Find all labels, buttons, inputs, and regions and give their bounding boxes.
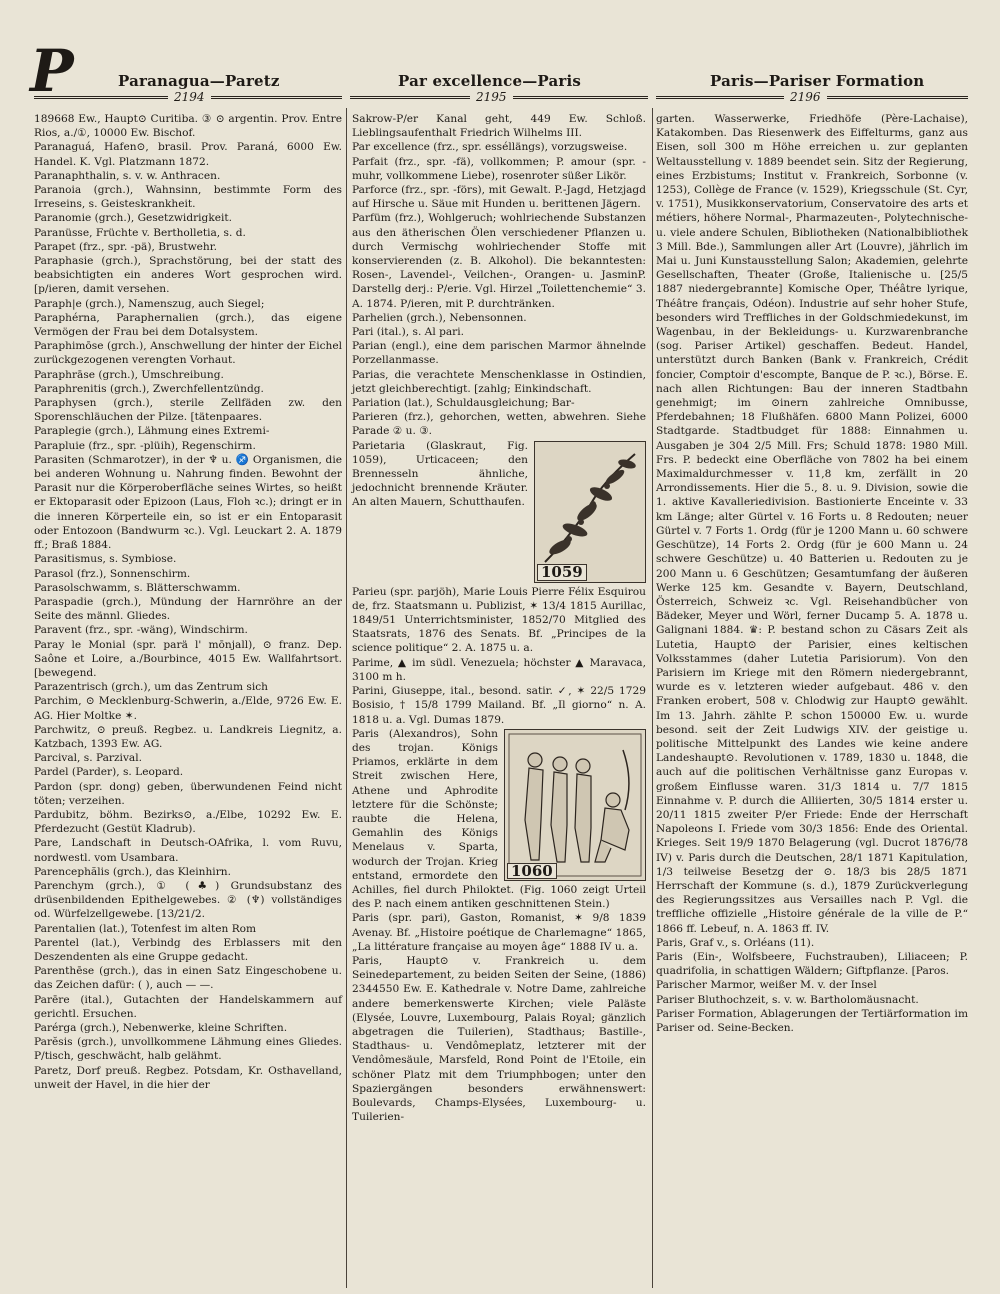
dictionary-entry: Paraplegie (grch.), Lähmung eines Extremi- xyxy=(34,425,270,438)
dictionary-entry: Pariser Formation, Ablagerungen der Tertiärformation im Pariser od. Seine-Becken. xyxy=(656,1007,968,1034)
dictionary-entry: garten. Wasserwerke, Friedhöfe (Père-Lachaise), Katakomben. Das Riesenwerk des Eiffelturms, ganz aus Eisen, soll 300 m Höhe erreichen u. zur geplanten Weltausstellung v. 1889 beendet sein. Sitz der Regierung, eines Erzbistums; Institut v. Frankreich, Sorbonne (v. 1253), Collège de France (v. 1529), Kriegsschule (St. Cyr, v. 1751), Musikkonservatorium, Conservatoire des arts et métiers, höhere Normal-, Pharmazeuten-, Polytechnische- u. viele andere Schulen, Bibliotheken (Nationalbibliothek 3 Mill. Bde.), Sammlungen aller Art (Louvre), jährlich im Mai u. Juni Kunstausstellung Salon; Akademien, gelehrte Gesellschaften, Theater (Große, Italienische u. [25/5 1887 niedergebrannte] Komische Oper, Théâtre lyrique, Théâtre français, Odéon). Industrie auf sehr hoher Stufe, besonders wird Treffliches in der Goldschmiedekunst, im Wagenbau, in der Bekleidungs- u. Kurzwarenbranche (sog. Pariser Artikel) geschaffen. Bedeut. Handel, unterstützt durch Banken (Bank v. Frankreich, Crédit foncier, Comptoir d'escompte, Banque de P. ꝛc.), Börse. E. nach allen Richtungen: Bau der inneren Stadtbahn genehmigt; im ⊙inern zahlreiche Omnibusse, Pferdebahnen; 18 Flußhäfen. 6800 Mann Polizei, 6000 Stadtgarde. Stadtbudget für 1888: Einnahmen u. Ausgaben je 304 2/5 Mill. Frs; Schuld 1878: 1980 Mill. Frs. P. bedeckt eine Oberfläche von 7802 ha bei einem Maximaldurchmesser v. 11,8 km, zerfällt in 20 Arrondissements. Hier die 5., 8. u. 9. Division, sowie die 1. aktive Kavalleriedivision. Bastionierte Enceinte v. 33 km Länge; alter Gürtel v. 16 Forts u. 8 Redouten; neuer Gürtel v. 7 Forts 1. Ordg (für je 1200 Mann u. 60 schwere Geschütze), 14 Forts 2. Ordg (für je 600 Mann u. 24 schwere Geschütze) u. 40 Batterien u. Redouten zu je 200 Mann u. 6 Geschützen; Gesamtumfang der äußeren Werke 125 km. Gesandte v. Bayern, Deutschland, Österreich, Schweiz ꝛc. Vgl. Reisehandbücher von Bädeker, Meyer und Wörl, ferner Ducamp 5. A. 1878 u. Galignani 1884. ♛: P. bestand schon zu Cäsars Zeit als Lutetia, Haupt⊙ der Parisier, eines keltischen Volksstammes (daher Lutetia Parisiorum). Von den Parisiern im Kriege mit den Römern niedergebrannt, wurde es v. letzteren wieder aufgebaut. 486 v. den Franken erobert, 508 v. Chlodwig zur Haupt⊙ gewählt. Im 13. Jahrh. zählte P. schon 150000 Ew. u. wurde besond. seit der Zeit Ludwigs XIV. der geistige u. politische Mittelpunkt des Landes wie keine andere Landeshaupt⊙. Revolutionen v. 1789, 1830 u. 1848, die auch auf die politischen Verhältnisse ganz Europas v. großem Einflusse waren. 31/3 1814 u. 7/7 1815 Einnahme v. P. durch die Alliierten, 30/5 1814 erster u. 20/11 1815 zweiter P/er Friede: Ende der Herrschaft Napoleons I. Friede vom 30/3 1856: Ende des Oriental. Krieges. Seit 19/9 1870 Belagerung (vgl. Ducrot 1876/78 IV) v. Paris durch die Deutschen, 28/1 1871 Kapitulation, 1/3 teilweise Besetzg der ⊙. 18/3 bis 28/5 1871 Herrschaft der Kommune (s. d.), 1879 Zurückverlegung des Regierungssitzes aus Versailles nach P. Vgl. die treffliche offizielle „Histoire générale de la ville de P.“ 1866 ff. Lebeuf, n. A. 1863 ff. IV. xyxy=(656,113,968,935)
dictionary-entry: Parfüm (frz.), Wohlgeruch; wohlriechende Substanzen aus den ätherischen Ölen verschiedener Pflanzen u. durch Vermischg wohlriechender Stoffe mit konservierenden (z. B. Alkohol). Die bekanntesten: Rosen-, Lavendel-, Veilchen-, Orangen- u. JasminP. Darstellg derj.: P/erie. Vgl. Hirzel „Toilettenchemie“ 3. A. 1874. P/ieren, mit P. durchtränken. xyxy=(352,212,646,310)
dictionary-entry: Paranaphthalin, s. v. w. Anthracen. xyxy=(34,169,221,182)
parietaria-entry xyxy=(352,439,646,582)
dictionary-entry: Paris, Haupt⊙ v. Frankreich u. dem Seinedepartement, zu beiden Seiten der Seine, (1886) 2344550 Ew. E. Kathedrale v. Notre Dame, zahlreiche andere bemerkenswerte Kirchen; viele Paläste (Elysée, Louvre, Luxembourg, Palais Royal; gänzlich abgetragen die Tuilerien), Stadthaus; Bastille-, Stadthaus- u. Vendômeplatz, letzterer mit der Vendômesäule, Marsfeld, Rond Point de l'Etoile, ein schöner Platz mit dem Triumphbogen; unter den Spaziergängen besonders erwähnenswert: Boulevards, Champs-Elysées, Luxembourg- u. Tuilerien- xyxy=(352,954,646,1124)
dictionary-entry: Paraphasie (grch.), Sprachstörung, bei der statt des beabsichtigten ein anderes Wort gesprochen wird. [p/ieren, damit versehen. xyxy=(34,255,342,296)
dictionary-entry: Parazentrisch (grch.), um das Zentrum sich xyxy=(34,681,268,694)
dictionary-entry: Parasitismus, s. Symbiose. xyxy=(34,553,177,566)
dictionary-entry: Sakrow-P/er Kanal geht, 449 Ew. Schloß. Lieblingsaufenthalt Friedrich Wilhelms III. xyxy=(352,113,646,140)
figure-1060 xyxy=(504,729,646,881)
dictionary-entry: Paranomie (grch.), Gesetzwidrigkeit. xyxy=(34,212,233,225)
dictionary-entry: Paris (Ein-, Wolfsbeere, Fuchstrauben), Liliaceen; P. quadrifolia, in schattigen Wäldern; Giftpflanze. [Paros. xyxy=(656,950,968,978)
dictionary-entry: Parfait (frz., spr. -fä), vollkommen; P. amour (spr. -muhr, vollkommene Liebe), rosenroter süßer Likör. xyxy=(352,155,646,182)
dictionary-entry: Parieren (frz.), gehorchen, wetten, abwehren. Siehe Parade ② u. ③. xyxy=(352,411,646,438)
dictionary-entry: Pariation (lat.), Schuldausgleichung; Bar- xyxy=(352,397,575,410)
page-number-right: 2196 xyxy=(784,90,827,104)
dictionary-entry: Parischer Marmor, weißer M. v. der Insel xyxy=(656,979,877,992)
dictionary-entry: Parian (engl.), eine dem parischen Marmor ähnelnde Porzellanmasse. xyxy=(352,340,646,367)
dictionary-entry: Paris (spr. pari), Gaston, Romanist, ✶ 9/8 1839 Avenay. Bf. „Histoire poétique de Charlemagne“ 1865, „La littérature française au moyen âge“ 1888 IV u. a. xyxy=(352,912,646,953)
column-center-middle xyxy=(352,585,646,727)
column-center xyxy=(352,112,646,1124)
figure-number: 1060 xyxy=(507,863,557,879)
parietaria-plant-illustration xyxy=(535,442,645,582)
dictionary-entry: Parérga (grch.), Nebenwerke, kleine Schriften. xyxy=(34,1022,288,1034)
dictionary-entry: Paraphérna, Paraphernalien (grch.), das eigene Vermögen der Frau bei dem Dotalsystem. xyxy=(34,311,342,339)
dictionary-entry: Pare, Landschaft in Deutsch-OAfrika, l. vom Ruvu, nordwestl. vom Usambara. xyxy=(34,837,342,864)
dictionary-entry: Pari (ital.), s. Al pari. xyxy=(352,326,464,339)
dictionary-entry: Paraphrāse (grch.), Umschreibung. xyxy=(34,368,224,381)
dictionary-entry: Parentel (lat.), Verbindg des Erblassers mit den Deszendenten als eine Gruppe gedacht. xyxy=(34,936,342,963)
dictionary-entry: Paraphysen (grch.), sterile Zellfäden zw. den Sporenschläuchen der Pilze. [tätenpaares. xyxy=(34,397,342,424)
parietaria-text: Parietaria (Glaskraut, Fig. 1059), Urticaceen; den Brennesseln ähnliche, jedochnicht brennende Kräuter. An alten Mauern, Schutthaufen. xyxy=(352,439,528,509)
dictionary-entry: 189668 Ew., Haupt⊙ Curitiba. ③ ⊙ argentin. Prov. Entre Rios, a./①, 10000 Ew. Bischof. xyxy=(34,113,342,140)
header-center-title: Par excellence—Paris xyxy=(398,72,582,90)
figure-number: 1059 xyxy=(537,564,587,580)
dictionary-entry: Parencephălis (grch.), das Kleinhirn. xyxy=(34,865,231,878)
dictionary-entry: Parchim, ⊙ Mecklenburg-Schwerin, a./Elde, 9726 Ew. E. AG. Hier Moltke ✶. xyxy=(34,695,342,722)
dictionary-entry: Parēre (ital.), Gutachten der Handelskammern auf gerichtl. Ersuchen. xyxy=(34,993,342,1020)
dictionary-entry: Parias, die verachtete Menschenklasse in Ostindien, jetzt gleichberechtigt. [zahlg; Einkindschaft. xyxy=(352,368,646,395)
dictionary-entry: Paraph|e (grch.), Namenszug, auch Siegel; xyxy=(34,297,265,310)
column-right xyxy=(656,112,968,1035)
dictionary-entry: Parini, Giuseppe, ital., besond. satir. ✓, ✶ 22/5 1729 Bosisio, † 15/8 1799 Mailand. Bf. „Il giorno“ n. A. 1818 u. a. Vgl. Dumas 1879. xyxy=(352,685,646,726)
dictionary-entry: Pariser Bluthochzeit, s. v. w. Bartholomäusnacht. xyxy=(656,993,919,1006)
dictionary-entry: Parapluie (frz., spr. -plüih), Regenschirm. xyxy=(34,439,256,452)
dictionary-entry: Parasol (frz.), Sonnenschirm. xyxy=(34,567,191,580)
dictionary-entry: Paravent (frz., spr. -wäng), Windschirm. xyxy=(34,624,248,637)
dictionary-entry: Parenchym (grch.), ① (♣) Grundsubstanz des drüsenbildenden Epithelgewebes. ② (♆) vollständiges od. Würfelzellgewebe. [13/21/2. xyxy=(34,879,342,921)
dictionary-entry: Parime, ▲ im südl. Venezuela; höchster ▲ Maravaca, 3100 m h. xyxy=(352,656,646,683)
header-right-title: Paris—Pariser Formation xyxy=(710,72,925,90)
dictionary-entry: Paraspadie (grch.), Mündung der Harnröhre an der Seite des männl. Gliedes. xyxy=(34,595,342,623)
dictionary-entry: Paray le Monial (spr. parä l' mōnjall), ⊙ franz. Dep. Saône et Loire, a./Bourbince, 4015 Ew. Wallfahrtsort. [bewegend. xyxy=(34,638,342,679)
page-number-left: 2194 xyxy=(168,90,211,104)
dictionary-entry: Par excellence (frz., spr. esséllängs), vorzugsweise. xyxy=(352,141,628,154)
figure-1059 xyxy=(534,441,646,583)
dictionary-entry: Parĕsis (grch.), unvollkommene Lähmung eines Gliedes. P/tisch, geschwächt, halb gelähmt. xyxy=(34,1036,342,1063)
dictionary-entry: Parhelien (grch.), Nebensonnen. xyxy=(352,311,527,324)
dictionary-entry: Parapet (frz., spr. -pä), Brustwehr. xyxy=(34,240,218,253)
dictionary-entry: Parenthēse (grch.), das in einen Satz Eingeschobene u. das Zeichen dafür: ( ), auch — —. xyxy=(34,965,342,992)
dictionary-entry: Paranaguá, Hafen⊙, brasil. Prov. Paraná, 6000 Ew. Handel. K. Vgl. Platzmann 1872. xyxy=(34,141,342,168)
dictionary-entry: Parentalien (lat.), Totenfest im alten Rom xyxy=(34,922,257,935)
dictionary-entry: Paranoia (grch.), Wahnsinn, bestimmte Form des Irreseins, s. Geisteskrankheit. xyxy=(34,184,342,211)
paris-mythology-text: Paris (Alexandros), Sohn des trojan. Königs Priamos, erklärte in dem Streit zwischen Here, Athene und Aphrodite letztere für die Schönste; raubte die Helena, Gemahlin des Königs Menelaus v. Sparta, wodurch der Trojan. Krieg entstand, ermordete den Achilles, fiel durch Philoktet. (Fig. 1060 zeigt Urteil des P. nach einem antiken geschnittenen Stein.) xyxy=(352,727,646,911)
header-left-title: Paranagua—Paretz xyxy=(118,72,280,90)
judgement-of-paris-illustration xyxy=(505,730,645,880)
dictionary-entry: Parasolschwamm, s. Blätterschwamm. xyxy=(34,581,241,594)
dictionary-entry: Pardubitz, böhm. Bezirks⊙, a./Elbe, 10292 Ew. E. Pferdezucht (Gestüt Kladrub). xyxy=(34,808,342,836)
dictionary-entry: Parcival, s. Parzival. xyxy=(34,752,143,765)
dictionary-entry: Paris, Graf v., s. Orléans (11). xyxy=(656,936,815,949)
paris-mythology-entry xyxy=(352,727,646,912)
column-divider xyxy=(652,108,653,1288)
dictionary-entry: Parchwitz, ⊙ preuß. Regbez. u. Landkreis Liegnitz, a. Katzbach, 1393 Ew. AG. xyxy=(34,723,342,750)
dictionary-entry: Paraphimōse (grch.), Anschwellung der hinter der Eichel zurückgezogenen verengten Vorhaut. xyxy=(34,340,342,367)
dictionary-entry: Paranüsse, Früchte v. Bertholletia, s. d. xyxy=(34,226,246,239)
dictionary-entry: Pardel (Parder), s. Leopard. xyxy=(34,766,184,779)
dictionary-entry: Paretz, Dorf preuß. Regbez. Potsdam, Kr. Osthavelland, unweit der Havel, in die hier der xyxy=(34,1064,342,1091)
column-left xyxy=(34,112,342,1092)
dictionary-entry: Pardon (spr. dong) geben, überwundenen Feind nicht töten; verzeihen. xyxy=(34,780,342,807)
dictionary-entry: Parasiten (Schmarotzer), in der ♆ u. ♐ Organismen, die bei anderen Wohnung u. Nahrung finden. Bewohnt der Parasit nur die Körperoberfläche seines Wirtes, so heißt er Ektoparasit oder Epizoon (Laus, Floh ꝛc.); dringt er in die inneren Körperteile ein, so ist er ein Entoparasit oder Entozoon (Bandwurm ꝛc.). Vgl. Leuckart 2. A. 1879 ff.; Braß 1884. xyxy=(34,453,342,552)
column-center-top xyxy=(352,112,646,439)
dictionary-entry: Parieu (spr. parjöh), Marie Louis Pierre Félix Esquirou de, frz. Staatsmann u. Publizist, ✶ 13/4 1815 Aurillac, 1849/51 Unterrichtsminister, 1852/70 Mitglied des Staatsrats, 1876 des Senats. Bf. „Principes de la science politique“ 2. A. 1875 u. a. xyxy=(352,585,646,655)
page-number-center: 2195 xyxy=(470,90,513,104)
dictionary-entry: Parforce (frz., spr. -förs), mit Gewalt. P.-Jagd, Hetzjagd auf Hirsche u. Säue mit Hunden u. berittenen Jägern. xyxy=(352,184,646,211)
section-letter: P xyxy=(30,37,74,105)
column-divider xyxy=(346,108,347,1288)
dictionary-entry: Paraphrenitis (grch.), Zwerchfellentzündg. xyxy=(34,382,264,395)
column-center-bottom xyxy=(352,911,646,1124)
